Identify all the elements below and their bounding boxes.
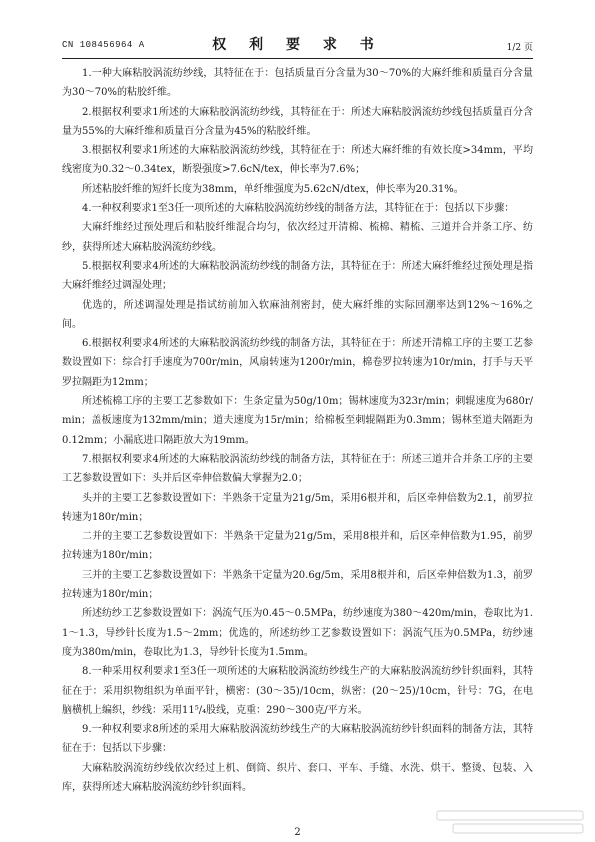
- claim-paragraph: 头并的主要工艺参数设置如下：半熟条干定量为21g/5m，采用6根并和，后区牵伸倍数为2.1，前罗拉转速为180r/min；: [62, 492, 533, 523]
- claim-paragraph: 2.根据权利要求1所述的大麻粘胶涡流纺纱线，其特征在于：所述大麻粘胶涡流纺纱线包括质量百分含量为55%的大麻纤维和质量百分含量为45%的粘胶纤维。: [62, 106, 533, 137]
- claim-paragraph: 3.根据权利要求1所述的大麻粘胶涡流纺纱线，其特征在于：所述大麻纤维的有效长度>34mm，平均线密度为0.32～0.34tex，断裂强度>7.6cN/tex，伸长率为7.6%；: [62, 145, 533, 176]
- claim-paragraph: 二并的主要工艺参数设置如下：半熟条干定量为21g/5m，采用8根并和，后区牵伸倍数为1.95，前罗拉转速为180r/min；: [62, 531, 533, 562]
- claim-paragraph: 7.根据权利要求4所述的大麻粘胶涡流纺纱线的制备方法，其特征在于：所述三道并合并条工序的主要工艺参数设置如下：头并后区牵伸倍数偏大掌握为2.0；: [62, 453, 533, 485]
- page-number: 2: [294, 827, 301, 838]
- claim-paragraph: 5.根据权利要求4所述的大麻粘胶涡流纺纱线的制备方法，其特征在于：所述大麻纤维经过预处理是指大麻纤维经过调湿处理；: [62, 260, 533, 292]
- document-title: 权 利 要 求 书: [212, 37, 383, 53]
- claim-paragraph: 所述粘胶纤维的短纤长度为38mm，单纤维强度为5.62cN/dtex，伸长率为20.31%。: [82, 183, 464, 195]
- claim-paragraph: 所述纺纱工艺参数设置如下：涡流气压为0.45～0.5MPa，纺纱速度为380～420m/min，卷取比为1.1～1.3，导纱针长度为1.5～2mm；优选的，所述纺纱工艺参数设置如下：涡流气压为0.5MPa，纺纱速度为380m/min，卷取比为1.3，导纱针长度为1.5mm。: [62, 608, 533, 658]
- claims-body: [62, 64, 533, 797]
- claim-paragraph: 三并的主要工艺参数设置如下：半熟条干定量为20.6g/5m，采用8根并和，后区牵伸倍数为1.3，前罗拉转速为180r/min；: [62, 569, 533, 601]
- claim-paragraph: 大麻粘胶涡流纺纱线依次经过上机、倒筒、织片、套口、平车、手缝、水洗、烘干、整烫、包装、入库，获得所述大麻粘胶涡流纺纱针织面料。: [62, 762, 533, 793]
- watermark-logo: [435, 808, 585, 838]
- claim-paragraph: 1.一种大麻粘胶涡流纺纱线，其特征在于：包括质量百分含量为30～70%的大麻纤维和质量百分含量为30～70%的粘胶纤维。: [62, 68, 533, 99]
- claim-paragraph: 8.一种采用权利要求1至3任一项所述的大麻粘胶涡流纺纱线生产的大麻粘胶涡流纺纱针织面料，其特征在于：采用织物组织为单面平针，横密：(30～35)/10cm，纵密：(20～25)/10cm，针号：7G，在电脑横机上编织，纱线：采用11⁵/₄股线，克重：290～300克/平方米。: [62, 666, 533, 716]
- publication-number: CN 108456964 A: [62, 40, 145, 50]
- claim-paragraph: 所述梳棉工序的主要工艺参数如下：生条定量为50g/10m；锡林速度为323r/min；刺辊速度为680r/min；盖板速度为132mm/min；道夫速度为15r/min；给棉板至刺辊隔距为0.3mm；锡林至道夫隔距为0.12mm；小漏底进口隔距放大为19mm。: [62, 396, 533, 446]
- page-header: [62, 30, 533, 59]
- claim-paragraph: 6.根据权利要求4所述的大麻粘胶涡流纺纱线的制备方法，其特征在于：所述开清棉工序的主要工艺参数设置如下：综合打手速度为700r/min，风扇转速为1200r/min，棉卷罗拉转速为10r/min，打手与天平罗拉隔距为12mm；: [62, 338, 533, 388]
- claim-paragraph: 优选的，所述调湿处理是指试纺前加入软麻油剂密封，使大麻纤维的实际回潮率达到12%～16%之间。: [62, 299, 533, 330]
- page-info: 1/2 页: [506, 43, 533, 53]
- claim-paragraph: 大麻纤维经过预处理后和粘胶纤维混合均匀，依次经过开清棉、梳棉、精梳、三道并合并条工序、纺纱，获得所述大麻粘胶涡流纺纱线。: [62, 222, 533, 253]
- claim-paragraph: 9.一种权利要求8所述的采用大麻粘胶涡流纺纱线生产的大麻粘胶涡流纺纱针织面料的制备方法，其特征在于：包括以下步骤：: [62, 724, 533, 755]
- claim-paragraph: 4.一种权利要求1至3任一项所述的大麻粘胶涡流纺纱线的制备方法，其特征在于：包括以下步骤：: [82, 203, 515, 215]
